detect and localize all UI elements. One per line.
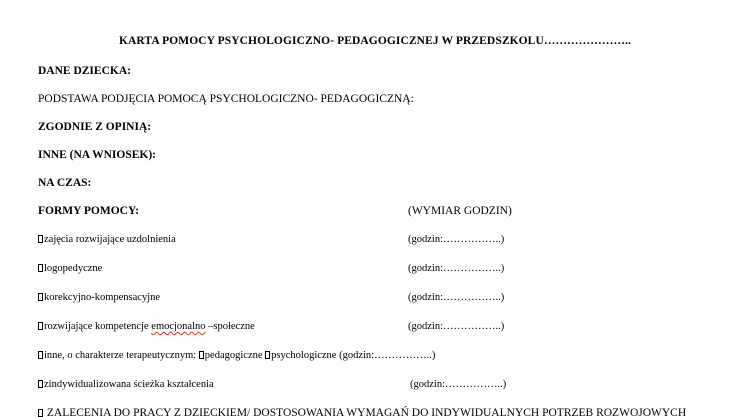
- section-inne-na-wniosek: INNE (NA WNIOSEK):: [38, 149, 156, 161]
- form-item-label: zindywidualizowana ścieżka kształcenia: [44, 379, 214, 390]
- form-item-label: inne, o charakterze terapeutycznym:: [44, 350, 199, 361]
- checkbox-icon: [199, 351, 204, 359]
- checkbox-icon: [38, 409, 43, 417]
- section-podstawa: PODSTAWA PODJĘCIA POMOCĄ PSYCHOLOGICZNO- PEDAGOGICZNĄ:: [38, 93, 414, 105]
- option-psychologiczne: psychologiczne (godzin:……………..): [271, 350, 436, 361]
- form-item-label: zajęcia rozwijające uzdolnienia: [44, 234, 176, 245]
- document-title: KARTA POMOCY PSYCHOLOGICZNO- PEDAGOGICZNEJ W PRZEDSZKOLU…………………..: [118, 35, 632, 47]
- form-item-hours: (godzin:……………..): [410, 379, 507, 390]
- checkbox-icon: [38, 351, 43, 359]
- form-item-hours: (godzin:……………..): [408, 234, 505, 245]
- form-item-label: korekcyjno-kompensacyjne: [44, 292, 161, 303]
- section-dane-dziecka: DANE DZIECKA:: [38, 65, 131, 77]
- form-item-hours: (godzin:……………..): [408, 321, 505, 332]
- section-zalecenia: [38, 406, 686, 417]
- form-item-label-after: –społeczne: [205, 321, 255, 332]
- checkbox-icon: [38, 293, 43, 301]
- form-item-korekcyjno-kompensacyjne: [38, 291, 160, 305]
- misspelled-word: emocjonalno: [151, 321, 206, 332]
- form-item-rozwijajace-uzdolnienia: [38, 233, 176, 247]
- form-item-sciezka-ksztalcenia: [38, 378, 214, 392]
- checkbox-icon: [38, 235, 43, 243]
- checkbox-icon: [38, 380, 43, 388]
- form-item-kompetencje-emocjonalno-spoleczne: [38, 320, 255, 334]
- form-item-hours: (godzin:……………..): [408, 292, 505, 303]
- section-zgodnie-z-opinia: ZGODNIE Z OPINIĄ:: [38, 121, 152, 133]
- form-item-label-before: rozwijające kompetencje: [44, 321, 152, 332]
- section-formy-pomocy: FORMY POMOCY:: [38, 205, 140, 217]
- form-item-logopedyczne: [38, 262, 102, 276]
- checkbox-icon: [265, 351, 270, 359]
- checkbox-icon: [38, 322, 43, 330]
- form-item-label: logopedyczne: [44, 263, 103, 274]
- option-pedagogiczne: pedagogiczne: [204, 350, 266, 361]
- zalecenia-label: ZALECENIA DO PRACY Z DZIECKIEM/ DOSTOSOWANIA WYMAGAŃ DO INDYWIDUALNYCH POTRZEB ROZWOJOWYCH: [46, 407, 687, 417]
- section-na-czas: NA CZAS:: [38, 177, 92, 189]
- form-item-inne-terapeutyczne: [38, 349, 435, 363]
- wymiar-godzin-header: (WYMIAR GODZIN): [408, 205, 512, 217]
- checkbox-icon: [38, 264, 43, 272]
- form-item-hours: (godzin:……………..): [408, 263, 505, 274]
